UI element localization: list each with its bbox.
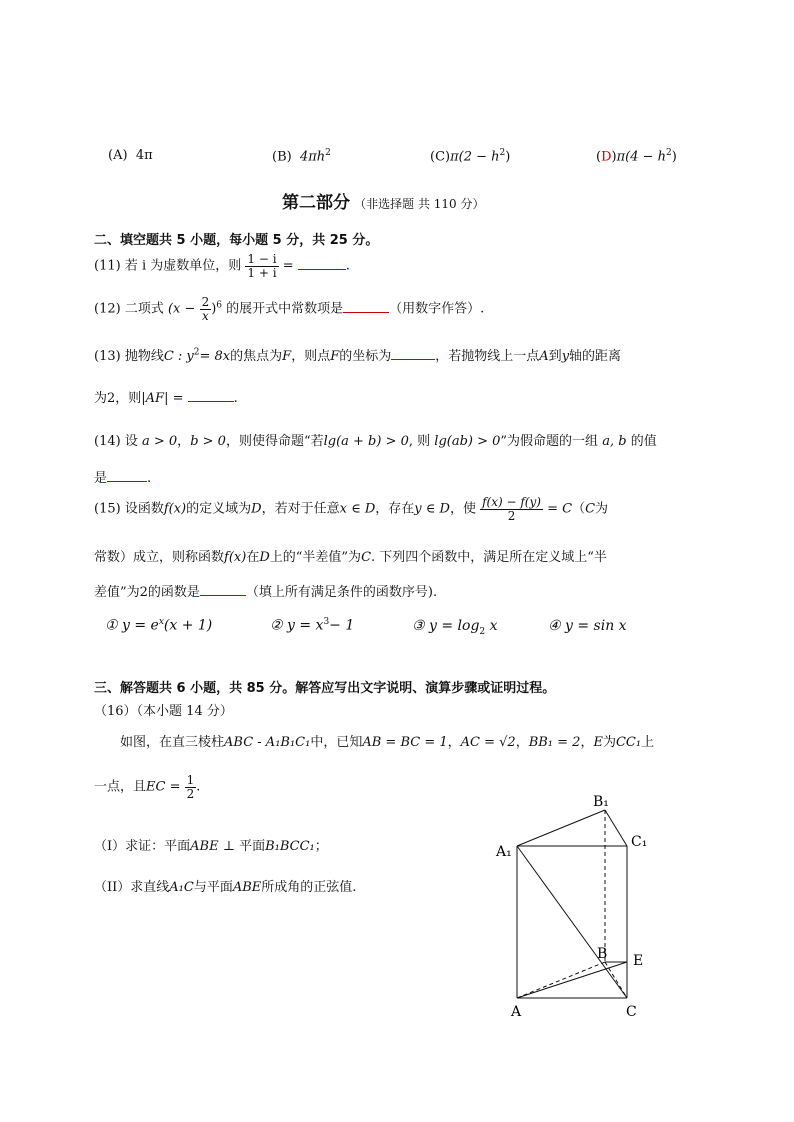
fraction: $\frac{1 - i}{1 + i}$ [247, 252, 277, 280]
answer-blank[interactable] [200, 594, 246, 596]
question-16-part-2: （II）求直线A₁C与平面ABE所成角的正弦值. [94, 880, 357, 895]
question-16-header: （16）（本小题 14 分） [94, 704, 233, 719]
label-b: B [597, 946, 608, 962]
choice-d: $(D)\pi(4 - h^2)$ [596, 148, 677, 165]
question-16-line-2: 一点，且EC = $\frac{1}{2}$ . [94, 773, 201, 801]
choice-c: $(C)\pi(2 - h^2)$ [430, 148, 511, 165]
label-a1: A₁ [496, 844, 512, 860]
answer-blank[interactable] [298, 268, 346, 270]
label-c: C [626, 1004, 637, 1020]
answer-blank[interactable] [391, 358, 435, 360]
question-13-line-2: 为2，则|AF| = . [94, 391, 238, 406]
segment-a-e [517, 962, 627, 998]
question-12: (12) 二项式 (x − $\frac{2}{x}$ )$^6$ 的展开式中常数项是 （用数字作答）. [94, 295, 485, 323]
question-14: (14) 设 a > 0，b > 0，则使得命题“若lg(a + b) > 0, 则 lg(ab) > 0”为假命题的一组 a, b 的值 [94, 434, 657, 449]
choice-a: (A) 4π [108, 148, 153, 163]
answer-blank[interactable] [343, 311, 389, 313]
edge-a-b [517, 962, 605, 998]
fraction: $\frac{f(x) - f(y)}{2}$ [482, 495, 541, 523]
option-3: ③ $y = \log_2 x$ [412, 617, 498, 637]
label-b1: B₁ [593, 794, 609, 810]
option-1: ① $y = e^x(x + 1)$ [105, 617, 213, 634]
label-a: A [511, 1004, 522, 1020]
edge-b1-c1 [605, 810, 627, 846]
label-e: E [633, 953, 644, 969]
label-c1: C₁ [631, 834, 648, 850]
fraction: $\frac{2}{x}$ [201, 295, 210, 323]
option-4: ④ y = sin x [548, 617, 627, 634]
fraction: $\frac{1}{2}$ [186, 773, 195, 801]
question-16-part-1: （I）求证：平面ABE ⊥ 平面B₁BCC₁； [94, 839, 328, 854]
question-14-line-2: 是 . [94, 471, 152, 486]
question-15-options [105, 617, 627, 636]
question-16-line-1: 如图，在直三棱柱ABC - A₁B₁C₁中，已知AB = BC = 1，AC = √2，BB₁ = 2，E为CC₁上 [120, 735, 655, 750]
answer-blank[interactable] [107, 480, 147, 482]
part-title: 第二部分 （非选择题 共 110 分） [282, 193, 485, 213]
choice-b: (B) $4\pi h^2$ [272, 148, 331, 165]
question-13: (13) 抛物线C : $y^2= 8x$的焦点为F，则点F的坐标为 ，若抛物线上一点A到y轴的距离 [94, 347, 622, 364]
option-2: ② $y = x^3- 1$ [270, 617, 355, 634]
question-11: (11) 若 i 为虚数单位，则 $\frac{1 - i}{1 + i}$ = . [94, 252, 350, 280]
edge-a1-b1 [517, 810, 605, 846]
answer-blank[interactable] [188, 400, 234, 402]
question-15-line-2: 常数）成立，则称函数f(x)在D上的“半差值”为C. 下列四个函数中，满足所在定义域上“半 [94, 550, 607, 565]
question-15: (15) 设函数f(x)的定义域为D，若对于任意x ∈ D，存在y ∈ D，使 $\frac{f(x) - f(y)}{2}$ = C（C为 [94, 495, 609, 523]
section-heading-solutions: 三、解答题共 6 小题，共 85 分。解答应写出文字说明、演算步骤或证明过程。 [94, 681, 556, 696]
question-15-line-3: 差值”为2的函数是 （填上所有满足条件的函数序号). [94, 585, 438, 600]
section-heading-fill-in: 二、填空题共 5 小题，每小题 5 分，共 25 分。 [94, 233, 379, 248]
prism-figure [490, 790, 670, 1025]
